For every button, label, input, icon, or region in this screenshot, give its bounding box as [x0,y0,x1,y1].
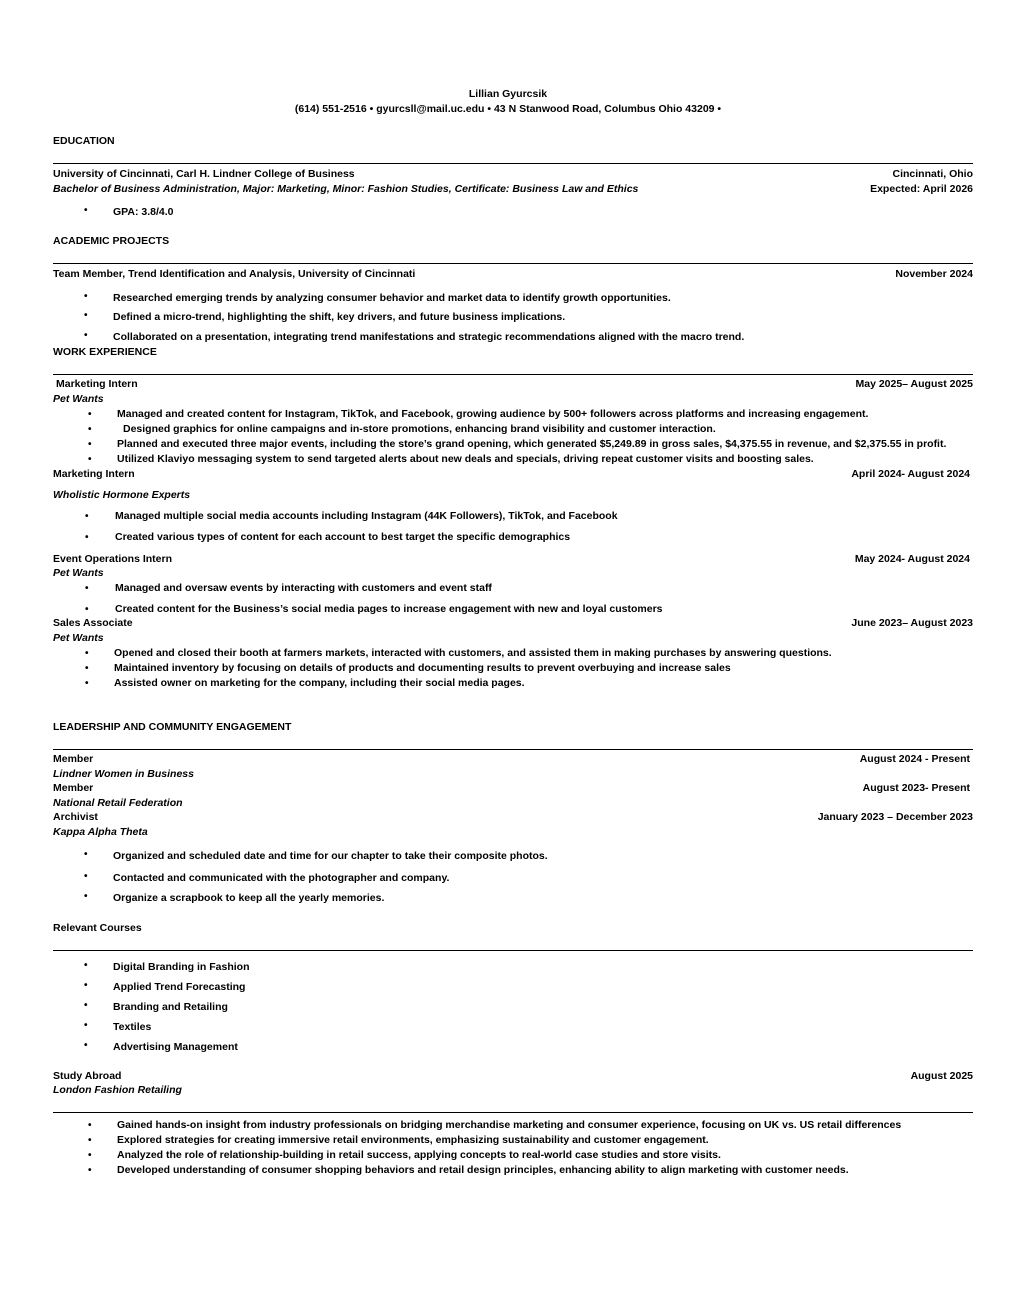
bullet-icon: • [88,424,92,435]
list-item: Applied Trend Forecasting [113,981,246,993]
list-item: Managed and oversaw events by interacting with customers and event staff [115,582,492,594]
list-item: Textiles [113,1021,152,1033]
list-item: Organize a scrapbook to keep all the yearly memories. [113,892,385,904]
work-heading: WORK EXPERIENCE [53,346,157,358]
bullet-icon: • [85,583,89,594]
bullet-icon: • [85,648,89,659]
job-date: May 2024- August 2024 [854,553,970,565]
leadership-heading: LEADERSHIP AND COMMUNITY ENGAGEMENT [53,721,292,733]
bullet-icon: • [85,663,89,674]
study-abroad-date: August 2025 [910,1070,973,1082]
list-item: Created various types of content for each account to best target the specific demographics [115,531,571,543]
bullet-icon: • [84,891,88,902]
project-date: November 2024 [895,268,973,280]
bullet-icon: • [84,205,88,216]
job-date: April 2024- August 2024 [851,468,970,480]
role-date: January 2023 – December 2023 [817,811,973,823]
list-item: Gained hands-on insight from industry professionals on bridging merchandise marketing and consumer experience, focusing on UK vs. US retail differences [117,1119,902,1131]
bullet-icon: • [84,1040,88,1051]
bullet-icon: • [88,1165,92,1176]
bullet-icon: • [88,409,92,420]
list-item: Developed understanding of consumer shopping behaviors and retail design principles, enhancing ability to align marketing with customer needs. [117,1164,849,1176]
role-org: Lindner Women in Business [53,768,194,780]
project-role: Team Member, Trend Identification and Analysis, University of Cincinnati [53,268,416,280]
study-abroad-title: Study Abroad [53,1070,122,1082]
bullet-icon: • [84,871,88,882]
bullet-icon: • [84,330,88,341]
job-title: Event Operations Intern [53,553,173,565]
study-abroad-divider [53,1112,973,1113]
bullet-icon: • [84,1020,88,1031]
job-title: Marketing Intern [56,378,138,390]
list-item: Defined a micro-trend, highlighting the shift, key drivers, and future business implications. [113,311,566,323]
bullet-icon: • [85,511,89,522]
education-heading: EDUCATION [53,135,115,147]
list-item: Analyzed the role of relationship-building in retail success, applying concepts to real-world case studies and store visits. [117,1149,721,1161]
education-divider [53,163,973,164]
list-item: Designed graphics for online campaigns and in-store promotions, enhancing brand visibility and customer interaction. [123,423,716,435]
school-name: University of Cincinnati, Carl H. Lindner College of Business [53,168,355,180]
bullet-icon: • [88,454,92,465]
list-item: Branding and Retailing [113,1001,228,1013]
resume-name: Lillian Gyurcsik [468,88,548,100]
role-org: Kappa Alpha Theta [53,826,148,838]
study-abroad-program: London Fashion Retailing [53,1084,182,1096]
job-company: Pet Wants [53,632,104,644]
bullet-icon: • [84,849,88,860]
list-item: Managed and created content for Instagram, TikTok, and Facebook, growing audience by 500+ followers across platforms and increasing engagement. [117,408,869,420]
work-divider [53,374,973,375]
role-date: August 2024 - Present [859,753,970,765]
school-location: Cincinnati, Ohio [892,168,973,180]
list-item: Researched emerging trends by analyzing consumer behavior and market data to identify growth opportunities. [113,292,671,304]
projects-divider [53,263,973,264]
leadership-divider [53,749,973,750]
role-org: National Retail Federation [53,797,183,809]
role-title: Archivist [53,811,98,823]
list-item: Explored strategies for creating immersive retail environments, emphasizing sustainability and customer engagement. [117,1134,709,1146]
role-title: Member [53,782,94,794]
bullet-icon: • [88,1150,92,1161]
job-company: Wholistic Hormone Experts [53,489,191,501]
list-item: Digital Branding in Fashion [113,961,250,973]
list-item: Created content for the Business’s social media pages to increase engagement with new and loyal customers [115,603,663,615]
list-item: Opened and closed their booth at farmers markets, interacted with customers, and assisted them in making purchases by answering questions. [114,647,832,659]
list-item: Managed multiple social media accounts including Instagram (44K Followers), TikTok, and Facebook [115,510,618,522]
role-date: August 2023- Present [862,782,970,794]
contact-info: (614) 551-2516 • gyurcsll@mail.uc.edu • 43 N Stanwood Road, Columbus Ohio 43209 • [294,103,722,115]
job-date: May 2025– August 2025 [855,378,973,390]
bullet-icon: • [84,1000,88,1011]
list-item: Advertising Management [113,1041,238,1053]
list-item: Utilized Klaviyo messaging system to send targeted alerts about new deals and specials, driving repeat customer visits and boosting sales. [117,453,814,465]
list-item: Collaborated on a presentation, integrating trend manifestations and strategic recommendations aligned with the macro trend. [113,331,745,343]
list-item: Organized and scheduled date and time for our chapter to take their composite photos. [113,850,548,862]
job-title: Marketing Intern [53,468,135,480]
list-item: Planned and executed three major events, including the store’s grand opening, which generated $5,249.89 in gross sales, $4,375.55 in revenue, and $2,375.55 in profit. [117,438,947,450]
courses-heading: Relevant Courses [53,922,142,934]
bullet-icon: • [84,960,88,971]
bullet-icon: • [85,532,89,543]
job-date: June 2023– August 2023 [851,617,973,629]
bullet-icon: • [88,1135,92,1146]
projects-heading: ACADEMIC PROJECTS [53,235,170,247]
bullet-icon: • [88,1120,92,1131]
degree: Bachelor of Business Administration, Major: Marketing, Minor: Fashion Studies, Certificate: Business Law and Ethics [53,183,639,195]
gpa: GPA: 3.8/4.0 [113,206,174,218]
list-item: Assisted owner on marketing for the company, including their social media pages. [114,677,525,689]
expected-graduation: Expected: April 2026 [870,183,973,195]
bullet-icon: • [84,310,88,321]
job-company: Pet Wants [53,567,104,579]
bullet-icon: • [88,439,92,450]
bullet-icon: • [85,604,89,615]
role-title: Member [53,753,94,765]
courses-divider [53,950,973,951]
bullet-icon: • [85,678,89,689]
job-company: Pet Wants [53,393,104,405]
bullet-icon: • [84,291,88,302]
job-title: Sales Associate [53,617,133,629]
list-item: Contacted and communicated with the photographer and company. [113,872,450,884]
list-item: Maintained inventory by focusing on details of products and documenting results to prevent overbuying and increase sales [114,662,731,674]
bullet-icon: • [84,980,88,991]
